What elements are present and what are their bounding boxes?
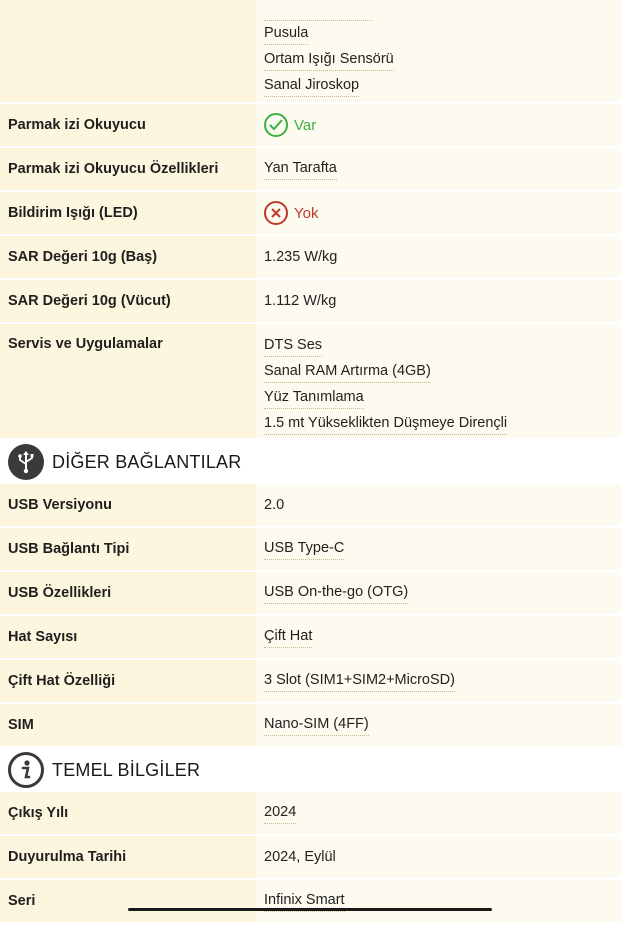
spec-value-text: 1.235 W/kg xyxy=(264,249,338,265)
spec-value-text: 2024, Eylül xyxy=(264,849,336,865)
sensors-value xyxy=(256,0,621,102)
section-header-basic xyxy=(0,748,621,792)
cross-icon xyxy=(264,201,288,225)
sensor-item: Sanal Jiroskop xyxy=(264,76,359,97)
spec-value xyxy=(256,528,621,570)
spec-value-text: 1.112 W/kg xyxy=(264,293,337,309)
check-icon xyxy=(264,113,288,137)
spec-value xyxy=(256,572,621,614)
home-indicator[interactable] xyxy=(128,908,492,911)
spec-value xyxy=(256,880,621,922)
usb-icon xyxy=(8,444,44,480)
spec-row-led xyxy=(0,192,621,236)
spec-value-text: Nano-SIM (4FF) xyxy=(264,715,369,736)
spec-label: Bildirim Işığı (LED) xyxy=(0,192,256,234)
spec-row-fingerprint-features xyxy=(0,148,621,192)
spec-row-usb-type xyxy=(0,528,621,572)
spec-label: Duyurulma Tarihi xyxy=(0,836,256,878)
spec-value xyxy=(256,704,621,746)
spec-value xyxy=(256,148,621,190)
section-header-connections xyxy=(0,440,621,484)
spec-row-release-year xyxy=(0,792,621,836)
service-item: DTS Ses xyxy=(264,336,322,357)
spec-row-fingerprint xyxy=(0,104,621,148)
spec-value xyxy=(256,616,621,658)
service-item: Yüz Tanımlama xyxy=(264,388,364,409)
spec-row-usb-version xyxy=(0,484,621,528)
spec-value xyxy=(256,192,621,234)
spec-label: Çift Hat Özelliği xyxy=(0,660,256,702)
sensors-label xyxy=(0,0,256,102)
sensor-item: Ortam Işığı Sensörü xyxy=(264,50,394,71)
spec-value xyxy=(256,236,621,278)
yes-text: Var xyxy=(294,116,317,134)
spec-value xyxy=(256,484,621,526)
spec-value-text: Çift Hat xyxy=(264,627,312,648)
spec-value-text: USB On-the-go (OTG) xyxy=(264,583,408,604)
spec-label: Seri xyxy=(0,880,256,922)
spec-value xyxy=(256,792,621,834)
spec-label: SIM xyxy=(0,704,256,746)
spec-label: USB Versiyonu xyxy=(0,484,256,526)
spec-value-text: USB Type-C xyxy=(264,539,344,560)
spec-row-series xyxy=(0,880,621,924)
info-icon xyxy=(8,752,44,788)
spec-label: SAR Değeri 10g (Baş) xyxy=(0,236,256,278)
spec-value-text: 2024 xyxy=(264,803,296,824)
spec-row-dual-sim xyxy=(0,660,621,704)
spec-value-text: 2.0 xyxy=(264,497,285,513)
spec-row-sar-body xyxy=(0,280,621,324)
section-title: DİĞER BAĞLANTILAR xyxy=(52,451,242,472)
spec-label: USB Özellikleri xyxy=(0,572,256,614)
sensor-item: Pusula xyxy=(264,24,308,45)
spec-value xyxy=(256,660,621,702)
spec-label: SAR Değeri 10g (Vücut) xyxy=(0,280,256,322)
no-badge xyxy=(264,201,318,225)
spec-row-usb-features xyxy=(0,572,621,616)
spec-label: Servis ve Uygulamalar xyxy=(0,324,256,438)
spec-value-text: 3 Slot (SIM1+SIM2+MicroSD) xyxy=(264,671,455,692)
spec-row-sim xyxy=(0,704,621,748)
spec-value xyxy=(256,104,621,146)
section-title: TEMEL BİLGİLER xyxy=(52,759,201,780)
spec-value-text: Yan Tarafta xyxy=(264,159,337,180)
spec-value xyxy=(256,836,621,878)
spec-label: Hat Sayısı xyxy=(0,616,256,658)
spec-label: USB Bağlantı Tipi xyxy=(0,528,256,570)
service-item: 1.5 mt Yükseklikten Düşmeye Dirençli xyxy=(264,414,507,435)
spec-row-announce-date xyxy=(0,836,621,880)
spec-label: Parmak izi Okuyucu xyxy=(0,104,256,146)
service-item: Sanal RAM Artırma (4GB) xyxy=(264,362,431,383)
spec-value-text: Infinix Smart xyxy=(264,891,345,912)
spec-row-services xyxy=(0,324,621,440)
spec-value xyxy=(256,280,621,322)
top-divider xyxy=(264,20,372,21)
spec-row-sim-count xyxy=(0,616,621,660)
spec-label: Parmak izi Okuyucu Özellikleri xyxy=(0,148,256,190)
spec-row-sar-head xyxy=(0,236,621,280)
yes-badge xyxy=(264,113,316,137)
no-text: Yok xyxy=(294,204,319,222)
spec-label: Çıkış Yılı xyxy=(0,792,256,834)
spec-value xyxy=(256,324,621,438)
sensors-row xyxy=(0,0,621,104)
